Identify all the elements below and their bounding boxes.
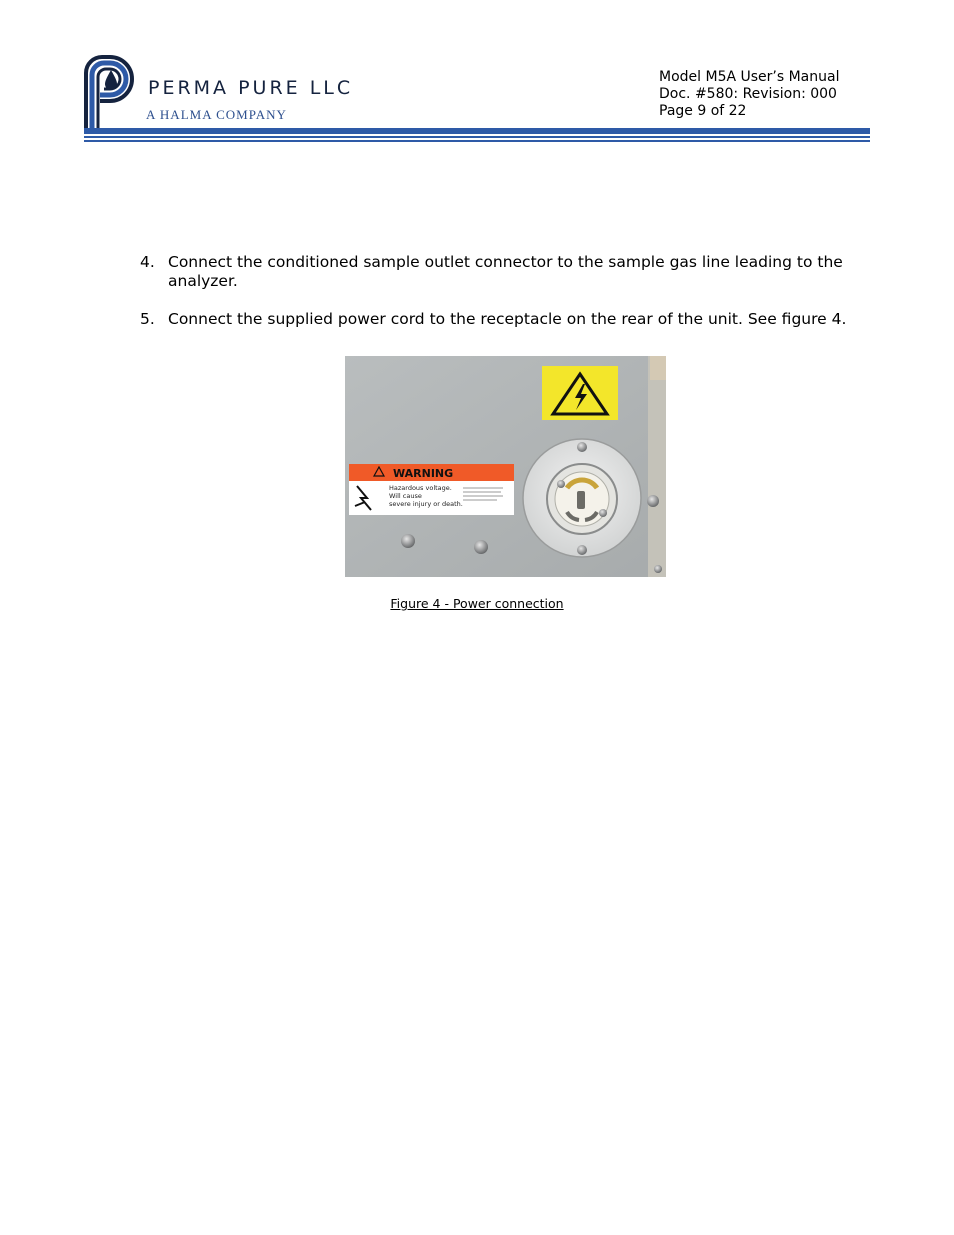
warning-label (349, 464, 514, 515)
list-item (140, 310, 870, 329)
header-rule (84, 136, 870, 138)
warning-line-1: Hazardous voltage. (389, 484, 452, 492)
warning-title: WARNING (393, 467, 454, 480)
step-number: 4. (140, 253, 155, 271)
power-receptacle (523, 439, 641, 557)
perma-pure-logo-icon (82, 55, 142, 130)
power-connection-photo (345, 356, 666, 577)
company-subtitle: A HALMA COMPANY (146, 107, 287, 122)
warning-line-2: Will cause (389, 492, 422, 500)
header-rule (84, 128, 870, 134)
document-info (659, 69, 839, 120)
header-rule (84, 140, 870, 142)
step-text: Connect the conditioned sample outlet connector to the sample gas line leading to the analyzer. (168, 253, 843, 290)
screw (474, 540, 488, 554)
warning-line-3: severe injury or death. (389, 500, 463, 508)
manual-title: Model M5A User’s Manual (659, 69, 840, 85)
high-voltage-icon (542, 366, 618, 420)
step-text: Connect the supplied power cord to the receptacle on the rear of the unit. See figure 4. (168, 310, 847, 328)
page-number: Page 9 of 22 (659, 103, 747, 119)
instruction-list (140, 253, 870, 348)
screw (647, 495, 659, 507)
doc-number: Doc. #580: Revision: 000 (659, 86, 837, 102)
screw (654, 565, 662, 573)
screw (401, 534, 415, 548)
company-name: PERMA PURE LLC (148, 77, 354, 99)
step-number: 5. (140, 310, 155, 328)
figure-caption: Figure 4 - Power connection (390, 596, 564, 611)
list-item (140, 253, 870, 291)
